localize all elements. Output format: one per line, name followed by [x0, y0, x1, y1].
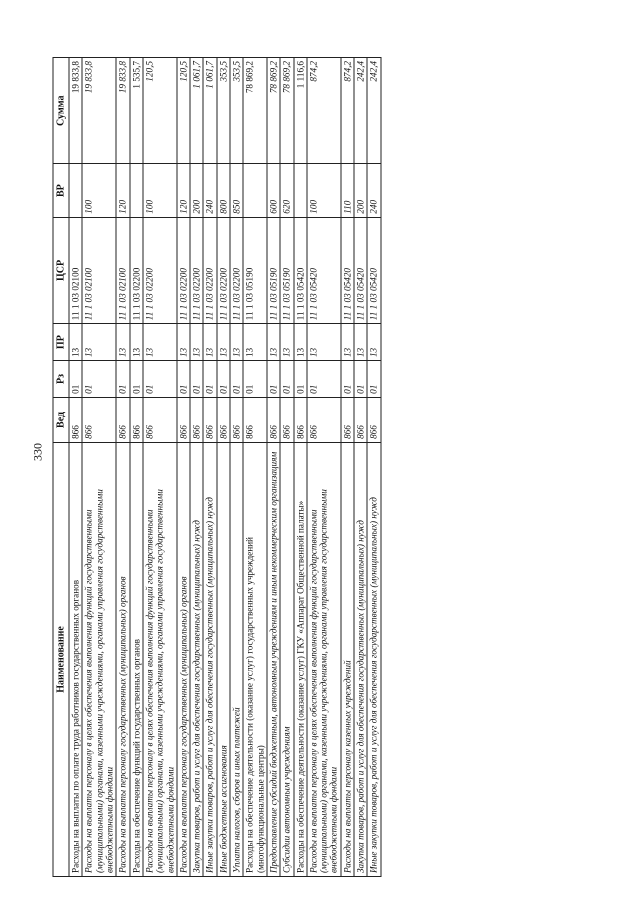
cell-rz: 01 — [177, 361, 190, 398]
table-row — [217, 58, 230, 877]
cell-sum: 78 869,2 — [267, 58, 280, 165]
table-row — [294, 58, 307, 877]
cell-vr — [243, 164, 267, 217]
cell-csr: 11 1 03 02200 — [130, 217, 143, 323]
cell-vr: 120 — [177, 164, 190, 217]
cell-ved: 866 — [367, 397, 380, 442]
header-name: Наименование — [53, 442, 69, 876]
cell-rz: 01 — [190, 361, 203, 398]
cell-name: Иные бюджетные ассигнования — [217, 442, 230, 876]
cell-sum: 874,2 — [307, 58, 341, 165]
cell-csr: 11 1 03 05420 — [367, 217, 380, 323]
cell-ved: 866 — [217, 397, 230, 442]
cell-csr: 11 1 03 02200 — [143, 217, 177, 323]
cell-name: Расходы на обеспечение функций государственных органов — [130, 442, 143, 876]
cell-ved: 866 — [143, 397, 177, 442]
cell-csr: 11 1 03 05420 — [294, 217, 307, 323]
cell-rz: 01 — [307, 361, 341, 398]
table-row — [69, 58, 82, 877]
cell-rz: 01 — [280, 361, 293, 398]
cell-sum: 1 535,7 — [130, 58, 143, 165]
cell-csr: 11 1 03 05420 — [354, 217, 367, 323]
cell-rz: 01 — [341, 361, 354, 398]
cell-vr: 120 — [116, 164, 129, 217]
cell-pr: 13 — [230, 324, 243, 361]
cell-csr: 11 1 03 05190 — [243, 217, 267, 323]
table-row — [243, 58, 267, 877]
table-row — [116, 58, 129, 877]
cell-sum: 19 833,8 — [69, 58, 82, 165]
cell-pr: 13 — [116, 324, 129, 361]
cell-name: Закупка товаров, работ и услуг для обеспечения государственных (муниципальных) нужд — [354, 442, 367, 876]
cell-name: Расходы на выплаты персоналу в целях обеспечения выполнения функций государственными (муниципальными) органами, казенными учреждениями, органами управления государственными внебюджетными фондами — [82, 442, 116, 876]
cell-pr: 13 — [190, 324, 203, 361]
cell-name: Расходы на выплаты по оплате труда работников государственных органов — [69, 442, 82, 876]
table-row — [280, 58, 293, 877]
cell-name: Расходы на обеспечение деятельности (оказание услуг) государственных учреждений (многофункциональные центры) — [243, 442, 267, 876]
header-sum: Сумма — [53, 58, 69, 165]
table-row — [230, 58, 243, 877]
header-vr: ВР — [53, 164, 69, 217]
cell-rz: 01 — [69, 361, 82, 398]
cell-csr: 11 1 03 05420 — [307, 217, 341, 323]
cell-csr: 11 1 03 05190 — [267, 217, 280, 323]
cell-ved: 866 — [230, 397, 243, 442]
table-row — [203, 58, 216, 877]
cell-pr: 13 — [243, 324, 267, 361]
cell-rz: 01 — [203, 361, 216, 398]
cell-csr: 11 1 03 02200 — [217, 217, 230, 323]
table-row — [267, 58, 280, 877]
cell-sum: 353,5 — [217, 58, 230, 165]
cell-csr: 11 1 03 05420 — [341, 217, 354, 323]
cell-sum: 353,5 — [230, 58, 243, 165]
cell-pr: 13 — [267, 324, 280, 361]
cell-pr: 13 — [217, 324, 230, 361]
cell-csr: 11 1 03 02100 — [116, 217, 129, 323]
cell-sum: 1 116,6 — [294, 58, 307, 165]
cell-pr: 13 — [130, 324, 143, 361]
cell-vr: 240 — [367, 164, 380, 217]
cell-ved: 866 — [267, 397, 280, 442]
cell-sum: 242,4 — [367, 58, 380, 165]
cell-pr: 13 — [294, 324, 307, 361]
table-row — [143, 58, 177, 877]
cell-vr: 620 — [280, 164, 293, 217]
cell-pr: 13 — [69, 324, 82, 361]
cell-rz: 01 — [143, 361, 177, 398]
table-row — [307, 58, 341, 877]
cell-rz: 01 — [130, 361, 143, 398]
cell-pr: 13 — [341, 324, 354, 361]
cell-sum: 1 061,7 — [190, 58, 203, 165]
budget-table — [53, 57, 382, 877]
table-row — [190, 58, 203, 877]
cell-vr: 100 — [143, 164, 177, 217]
cell-pr: 13 — [203, 324, 216, 361]
table-row — [367, 58, 380, 877]
cell-pr: 13 — [367, 324, 380, 361]
cell-rz: 01 — [230, 361, 243, 398]
table-header-row — [53, 58, 69, 877]
cell-name: Субсидии автономным учреждениям — [280, 442, 293, 876]
cell-pr: 13 — [354, 324, 367, 361]
header-csr: ЦСР — [53, 217, 69, 323]
cell-name: Закупка товаров, работ и услуг для обеспечения государственных (муниципальных) нужд — [190, 442, 203, 876]
cell-name: Расходы на выплаты персоналу государственных (муниципальных) органов — [116, 442, 129, 876]
cell-vr: 600 — [267, 164, 280, 217]
cell-ved: 866 — [69, 397, 82, 442]
cell-rz: 01 — [82, 361, 116, 398]
cell-rz: 01 — [217, 361, 230, 398]
page-number: 330 — [30, 443, 45, 461]
cell-sum: 242,4 — [354, 58, 367, 165]
cell-csr: 11 1 03 02200 — [190, 217, 203, 323]
cell-rz: 01 — [267, 361, 280, 398]
cell-pr: 13 — [307, 324, 341, 361]
cell-name: Иные закупки товаров, работ и услуг для обеспечения государственных (муниципальных) нужд — [367, 442, 380, 876]
cell-sum: 874,2 — [341, 58, 354, 165]
table-row — [354, 58, 367, 877]
cell-vr: 100 — [307, 164, 341, 217]
table-row — [82, 58, 116, 877]
cell-vr — [130, 164, 143, 217]
cell-rz: 01 — [294, 361, 307, 398]
cell-ved: 866 — [82, 397, 116, 442]
cell-ved: 866 — [354, 397, 367, 442]
cell-rz: 01 — [367, 361, 380, 398]
cell-sum: 1 061,7 — [203, 58, 216, 165]
cell-vr: 850 — [230, 164, 243, 217]
table-row — [341, 58, 354, 877]
cell-csr: 11 1 03 02100 — [82, 217, 116, 323]
cell-ved: 866 — [294, 397, 307, 442]
cell-ved: 866 — [190, 397, 203, 442]
cell-ved: 866 — [243, 397, 267, 442]
header-ved: Вед — [53, 397, 69, 442]
cell-name: Иные закупки товаров, работ и услуг для обеспечения государственных (муниципальных) нужд — [203, 442, 216, 876]
cell-vr: 100 — [82, 164, 116, 217]
cell-sum: 78 869,2 — [243, 58, 267, 165]
cell-pr: 13 — [177, 324, 190, 361]
cell-csr: 11 1 03 05190 — [280, 217, 293, 323]
cell-vr — [294, 164, 307, 217]
cell-ved: 866 — [203, 397, 216, 442]
cell-ved: 866 — [116, 397, 129, 442]
cell-pr: 13 — [82, 324, 116, 361]
cell-pr: 13 — [280, 324, 293, 361]
cell-ved: 866 — [177, 397, 190, 442]
cell-csr: 11 1 03 02200 — [230, 217, 243, 323]
table-row — [177, 58, 190, 877]
cell-vr: 200 — [354, 164, 367, 217]
cell-name: Расходы на обеспечение деятельности (оказание услуг) ГКУ «Аппарат Общественной палаты» — [294, 442, 307, 876]
cell-name: Расходы на выплаты персоналу государственных (муниципальных) органов — [177, 442, 190, 876]
cell-csr: 11 1 03 02200 — [203, 217, 216, 323]
cell-ved: 866 — [130, 397, 143, 442]
cell-vr: 200 — [190, 164, 203, 217]
cell-vr: 110 — [341, 164, 354, 217]
cell-ved: 866 — [307, 397, 341, 442]
rotated-page-content — [53, 57, 588, 877]
cell-rz: 01 — [354, 361, 367, 398]
cell-vr: 800 — [217, 164, 230, 217]
cell-rz: 01 — [243, 361, 267, 398]
cell-vr — [69, 164, 82, 217]
cell-rz: 01 — [116, 361, 129, 398]
cell-pr: 13 — [143, 324, 177, 361]
cell-csr: 11 1 03 02100 — [69, 217, 82, 323]
cell-csr: 11 1 03 02200 — [177, 217, 190, 323]
header-rz: Рз — [53, 361, 69, 398]
cell-sum: 120,5 — [177, 58, 190, 165]
cell-vr: 240 — [203, 164, 216, 217]
cell-ved: 866 — [341, 397, 354, 442]
cell-sum: 19 833,8 — [82, 58, 116, 165]
cell-name: Уплата налогов, сборов и иных платежей — [230, 442, 243, 876]
cell-name: Предоставление субсидий бюджетным, автономным учреждениям и иным некоммерческим организациям — [267, 442, 280, 876]
cell-name: Расходы на выплаты персоналу казенных учреждений — [341, 442, 354, 876]
cell-name: Расходы на выплаты персоналу в целях обеспечения выполнения функций государственными (муниципальными) органами, казенными учреждениями, органами управления государственными внебюджетными фондами — [307, 442, 341, 876]
cell-sum: 120,5 — [143, 58, 177, 165]
header-pr: ПР — [53, 324, 69, 361]
cell-ved: 866 — [280, 397, 293, 442]
cell-sum: 78 869,2 — [280, 58, 293, 165]
cell-name: Расходы на выплаты персоналу в целях обеспечения выполнения функций государственными (муниципальными) органами, казенными учреждениями, органами управления государственными внебюджетными фондами — [143, 442, 177, 876]
cell-sum: 19 833,8 — [116, 58, 129, 165]
table-row — [130, 58, 143, 877]
